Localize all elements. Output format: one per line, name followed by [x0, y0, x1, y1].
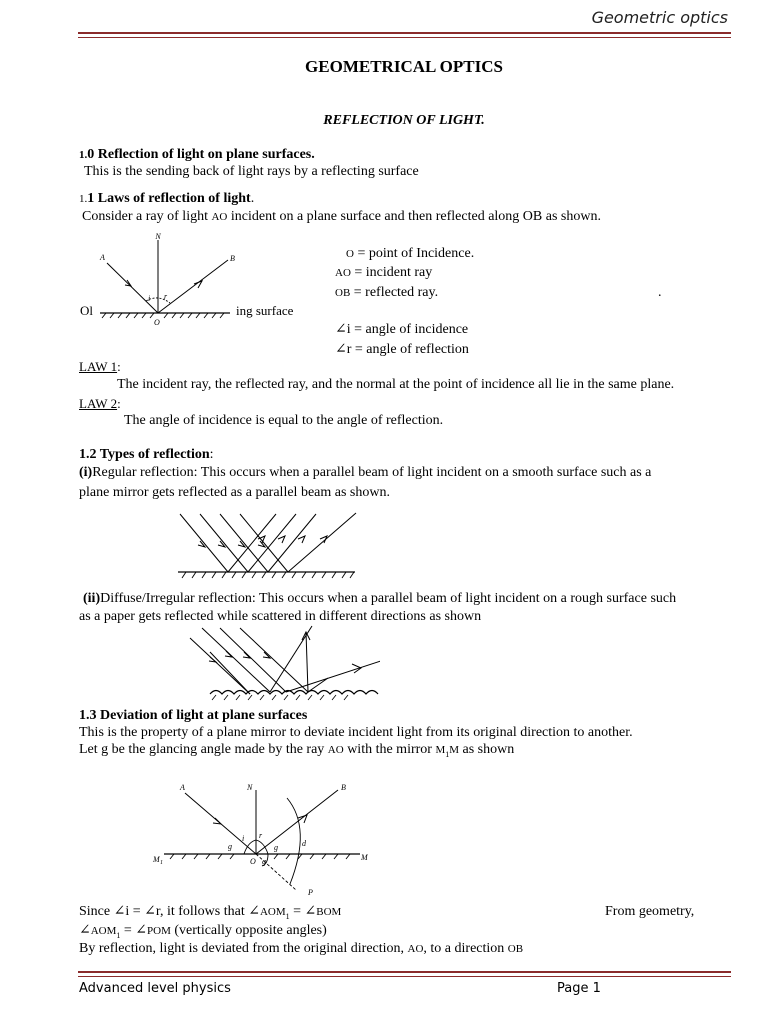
section-1-3-line2: Let g be the glancing angle made by the ray AO with the mirror $M_1M$ as shown	[79, 742, 515, 759]
fig1-caption-left: Ol	[80, 303, 93, 318]
section-1-0-body: This is the sending back of light rays by a reflecting surface	[84, 164, 419, 179]
section-1-1-body: Consider a ray of light AO incident on a plane surface and then reflected along OB as shown.	[82, 209, 601, 224]
section-1-3-heading: 1.3 Deviation of light at plane surfaces	[79, 708, 308, 723]
fig3-label-r: r	[259, 831, 263, 840]
fig3-label-d: d	[302, 839, 306, 848]
incident-ray	[107, 263, 158, 313]
diffuse-reflection-line1: (ii)Diffuse/Irregular reflection: This occurs when a parallel beam of light incident on a rough surface such	[83, 591, 677, 606]
page-subtitle: REFLECTION OF LIGHT.	[323, 113, 485, 128]
fig3-label-a: A	[180, 783, 185, 792]
law2-label: LAW 2:	[79, 396, 121, 411]
since-statement: Since ∠i = ∠r, it follows that $\angle AOM_1$ = ∠BOM	[79, 904, 342, 921]
mirror-hatching	[102, 313, 224, 318]
legend-angle-incidence: ∠i = angle of incidence	[335, 322, 469, 337]
label-b: B	[230, 254, 235, 263]
deviation-diagram	[150, 778, 380, 898]
fig3-label-m1-sub: 1	[160, 860, 163, 866]
law2-text: The angle of incidence is equal to the angle of reflection.	[124, 413, 444, 428]
fig3-label-i: i	[242, 834, 245, 843]
label-r: r	[164, 292, 168, 301]
law1-text: The incident ray, the reflected ray, and the normal at the point of incidence all lie in the same plane.	[117, 377, 675, 392]
header-rule	[78, 32, 731, 34]
from-geometry: From geometry,	[605, 904, 695, 919]
reflected-ray	[158, 260, 228, 313]
legend-incident-ray: AO = incident ray	[335, 265, 433, 280]
fig3-label-m: M	[361, 853, 368, 862]
footer-rule	[78, 971, 731, 973]
fig3-label-b: B	[341, 783, 346, 792]
fig3-label-p: P	[308, 888, 313, 897]
diffuse-reflection-line2: as a paper gets reflected while scattered in different directions as shown	[79, 609, 482, 624]
reflected-ray-ob	[256, 790, 338, 854]
legend-angle-reflection: ∠r = angle of reflection	[335, 342, 469, 357]
section-1-0-heading: 1.0 Reflection of light on plane surfaces.	[79, 147, 315, 162]
label-n: N	[155, 232, 161, 241]
footer-left: Advanced level physics	[79, 981, 231, 996]
legend-reflected-ray: OB = reflected ray.	[335, 285, 439, 300]
footer-rule-thin	[78, 976, 731, 977]
law1-label: LAW 1:	[79, 359, 121, 374]
stray-dot: .	[658, 285, 662, 300]
fig1-caption-right: ing surface	[236, 303, 294, 318]
deviation-statement: By reflection, light is deviated from the original direction, AO, to a direction OB	[79, 941, 524, 956]
regular-reflection-line2: plane mirror gets reflected as a parallel beam as shown.	[79, 485, 390, 500]
section-1-2-heading: 1.2 Types of reflection:	[79, 447, 214, 462]
regular-reflection-diagram	[170, 505, 370, 585]
label-o: O	[154, 318, 160, 327]
section-1-3-line1: This is the property of a plane mirror to deviate incident light from its original direction to another.	[79, 725, 633, 740]
label-a: A	[100, 253, 105, 262]
running-header: Geometric optics	[591, 8, 728, 27]
fig3-label-m1: M	[153, 855, 160, 864]
fig3-label-g3: g	[262, 857, 266, 866]
fig3-label-o: O	[250, 857, 256, 866]
reflected-beam	[228, 513, 356, 572]
fig3-label-g2: g	[274, 843, 278, 852]
regular-reflection-line1: (i)Regular reflection: This occurs when a parallel beam of light incident on a smooth surface such as a	[79, 465, 652, 480]
page-number: Page 1	[557, 981, 601, 996]
legend-point-of-incidence: O = point of Incidence.	[346, 246, 475, 261]
fig3-label-n: N	[247, 783, 253, 792]
deviation-arc	[287, 798, 300, 884]
header-rule-thin	[78, 37, 731, 38]
page-title: GEOMETRICAL OPTICS	[305, 57, 503, 76]
section-1-1-heading: 1.1 Laws of reflection of light.	[79, 191, 255, 206]
label-i: i	[148, 294, 151, 303]
diffuse-reflection-diagram	[180, 622, 380, 704]
fig3-label-g1: g	[228, 842, 232, 851]
vertically-opposite-angles: $\angle AOM_1$ = ∠POM (vertically opposite angles)	[79, 923, 327, 940]
rough-surface	[210, 691, 378, 695]
